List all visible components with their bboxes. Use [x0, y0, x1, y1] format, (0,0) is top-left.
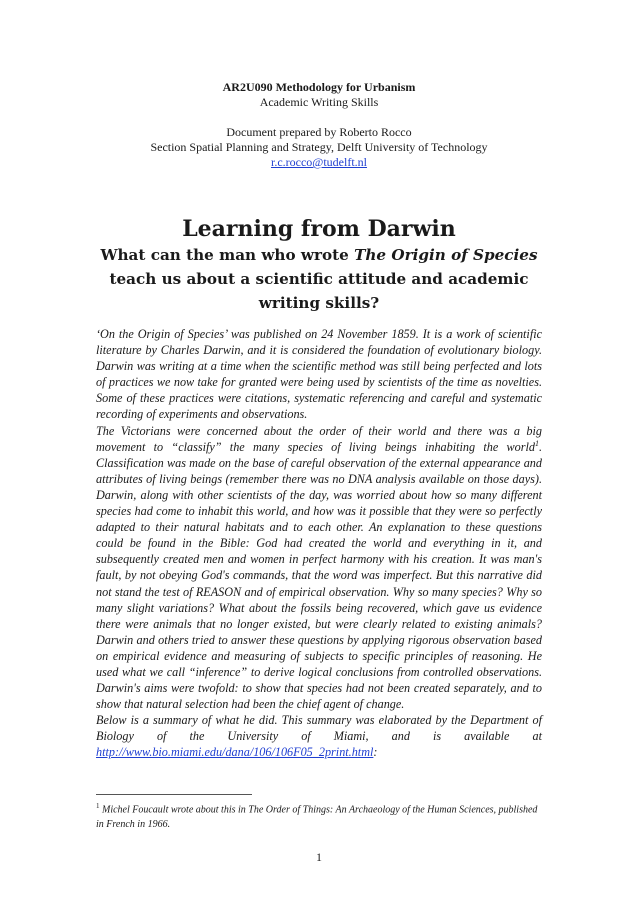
- subtitle-part-2: teach us about a scientific attitude and academic writing skills?: [109, 270, 529, 312]
- subtitle-part-1: What can the man who wrote: [100, 246, 355, 264]
- page-number: 1: [316, 850, 322, 864]
- page-subtitle: [92, 243, 546, 315]
- paragraph-2-start: The Victorians were concerned about the order of their world and there was a big movement to “classify” the many species of living beings inhabiting the world: [96, 423, 542, 454]
- course-subtitle: Academic Writing Skills: [259, 95, 379, 109]
- summary-link[interactable]: http://www.bio.miami.edu/dana/106/106F05_2print.html: [96, 745, 374, 760]
- paragraph-3: [96, 712, 542, 760]
- footnote-text: Michel Foucault wrote about this in The Order of Things: An Archaeology of the Human Sciences, published in French in 1966.: [96, 804, 538, 831]
- paragraph-3-end: :: [373, 745, 378, 760]
- footnote-marker: 1: [96, 802, 100, 810]
- header-spacer: [96, 110, 542, 125]
- prepared-by: Document prepared by Roberto Rocco: [226, 125, 412, 139]
- paragraph-3-start: Below is a summary of what he did. This summary was elaborated by the Department of Biology of the University of Miami, and is available at: [96, 713, 542, 744]
- footnote-divider: [96, 794, 252, 795]
- paragraph-1: ‘On the Origin of Species’ was published on 24 November 1859. It is a work of scientific literature by Charles Darwin, and it is considered the foundation of evolutionary biology. Darwin was writing at a time when the scientific method was still being perfected and lots of practices we now take for granted were being used by scientists of the time as novelties. Some of these practices were citations, systematic referencing and careful and systematic recording of experiments and observations.: [96, 327, 542, 422]
- paragraph-2: [96, 423, 542, 713]
- course-title: AR2U090 Methodology for Urbanism: [222, 80, 416, 94]
- document-header: [96, 80, 542, 170]
- author-affiliation: Section Spatial Planning and Strategy, Delft University of Technology: [150, 140, 488, 154]
- page-title: Learning from Darwin: [182, 216, 456, 242]
- footnote-reference[interactable]: 1: [534, 438, 539, 448]
- footnote: [96, 799, 542, 832]
- paragraph-2-rest: . Classification was made on the base of careful observation of the external appearance and attributes of living beings (remember there was no DNA analysis available on those days). Darwin, along with other scientists of the day, was worried about how so many different species had come to inhabit this world, and how was it possible that they were so perfectly adapted to their natural habitats and to each other. An explanation to these questions could be found in the Bible: God had created the world and everything in it, and subsequently created men and women in perfect harmony with his creation. It was man's fault, by not obeying God's commands, that the word was imperfect. But this narrative did not stand the test of REASON and of empirical observation. Why so many species? Why so many slight variations? What about the fossils being recovered, which gave us evidence there were animals that no longer existed, but were clearly related to existing animals? Darwin and others tried to answer these questions by applying rigorous observation based on empirical evidence and measuring of subjects to specific principles of reasoning. He used what we call “inference” to derive logical conclusions from controlled observations. Darwin's aims were twofold: to show that species had not been created separately, and to show that natural selection had been the chief agent of change.: [96, 439, 542, 712]
- author-email-link[interactable]: r.c.rocco@tudelft.nl: [270, 155, 368, 169]
- book-title: The Origin of Species: [354, 246, 538, 264]
- body-text: [96, 326, 542, 761]
